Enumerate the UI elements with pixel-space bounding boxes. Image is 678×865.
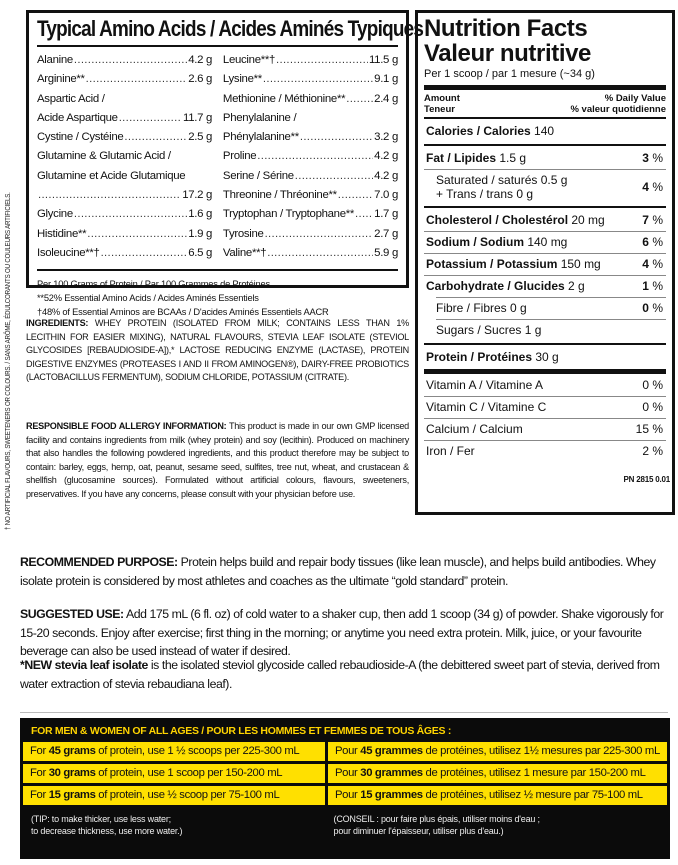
- suggested-use: [20, 605, 668, 661]
- divider: [37, 45, 398, 47]
- amino-value: 1.9 g: [188, 227, 213, 240]
- nutrient-row-cholesterol: [424, 210, 666, 231]
- nutrient-label: Potassium / Potassium: [426, 257, 558, 271]
- side-disclaimer: † NO ARTIFICIAL FLAVOURS, SWEETENERS OR COLOURS. / SANS ARÔME, ÉDULCORANTS OU COULEURS ARTIFICIELS.: [3, 192, 12, 530]
- amino-value: 2.7 g: [374, 227, 398, 240]
- percent-sign: %: [648, 180, 663, 194]
- amino-row: [37, 167, 212, 186]
- amino-name: Glycine: [37, 208, 73, 221]
- nutrient-value: 1.5 g: [496, 151, 527, 165]
- nutrient-label: Cholesterol / Cholestérol: [426, 213, 569, 227]
- directions-cell-fr: [328, 742, 667, 761]
- protein-amount: 30 grams: [48, 767, 96, 779]
- amino-name: Arginine**: [37, 73, 85, 86]
- directions-table: [20, 718, 670, 859]
- ingredients-label: INGREDIENTS:: [26, 318, 89, 328]
- vitamin-row: [424, 441, 666, 462]
- leader-dots: [186, 167, 211, 186]
- amino-name: Glutamine & Glutamic Acid /: [37, 150, 171, 163]
- nutrient-label: Fibre / Fibres 0 g: [436, 301, 527, 315]
- percent-sign: %: [648, 213, 663, 227]
- vitamin-label: Iron / Fer: [426, 444, 475, 458]
- purpose-text: Protein helps build and repair body tissues (like lean muscle), and helps build antibodies. Whey isolate protein is considered by most athletes and coaches as the ultimate “gold standard” protein.: [20, 555, 656, 588]
- directions-text: of protein, use 1 scoop per 150-200 mL: [95, 767, 283, 779]
- directions-rows: [23, 742, 667, 805]
- amino-name: Alanine: [37, 54, 73, 66]
- suggested-text: Add 175 mL (6 fl. oz) of cold water to a shaker cup, then add 1 scoop (34 g) of powder. Shake vigorously for 15-20 seconds. Enjoy after exercise; first thing in the morning; or anytime you need extra protein. Milk, juice, or your favourite beverage can also be used instead of water if desired.: [20, 607, 664, 658]
- stevia-text: is the isolated steviol glycoside called rebaudioside-A (the debittered sweet part of stevia, derived from water extraction of stevia rebaudiana leaf).: [20, 658, 660, 691]
- purpose-label: RECOMMENDED PURPOSE:: [20, 555, 178, 569]
- tip-fr: [328, 813, 667, 837]
- directions-text: of protein, use ½ scoop per 75-100 mL: [95, 789, 280, 801]
- directions-text: de protéines, utilisez 1 mesure par 150-200 mL: [422, 767, 646, 779]
- daily-value: 6: [642, 235, 649, 249]
- ingredients-text: [26, 317, 409, 385]
- amino-name: Aspartic Acid /: [37, 92, 105, 105]
- leader-dots: [38, 186, 181, 205]
- serving-size: Per 1 scoop / par 1 mesure (~34 g): [424, 68, 595, 80]
- amino-name: Leucine**†: [222, 54, 276, 66]
- leader-dots: [338, 186, 373, 205]
- amino-value: 1.6 g: [188, 208, 213, 221]
- divider: [424, 117, 666, 119]
- amino-value: 2.4 g: [374, 92, 398, 105]
- amino-value: 6.5 g: [188, 246, 213, 259]
- leader-dots: [257, 147, 373, 166]
- nutrition-header: [424, 93, 666, 115]
- amino-row: [37, 128, 212, 147]
- nutrient-value: 150 mg: [557, 257, 601, 271]
- amino-row: [223, 109, 398, 128]
- nutrient-label: Protein / Protéines: [426, 350, 533, 364]
- nutrient-label: Carbohydrate / Glucides: [426, 279, 565, 293]
- protein-amount: 45 grams: [48, 745, 96, 757]
- nutrient-row-protein: [424, 347, 666, 368]
- directions-text: Pour: [335, 789, 361, 801]
- tip-line: (TIP: to make thicker, use less water;: [31, 814, 171, 824]
- amino-value: 2.5 g: [188, 131, 213, 144]
- nutrient-value: 140 mg: [524, 235, 568, 249]
- percent-sign: %: [648, 301, 663, 315]
- daily-value: 0: [642, 301, 649, 315]
- divider: [20, 712, 668, 713]
- nutrient-value: 20 mg: [568, 213, 605, 227]
- leader-dots: [263, 70, 373, 89]
- directions-text: Pour: [335, 745, 361, 757]
- amino-value: 4.2 g: [188, 54, 213, 66]
- vitamin-row: [424, 419, 666, 440]
- nutrition-title-fr: Valeur nutritive: [424, 40, 591, 67]
- amino-acids-panel: [26, 10, 424, 318]
- leader-dots: [346, 90, 373, 109]
- vitamin-value: 0 %: [642, 400, 663, 414]
- amino-row: [223, 90, 398, 109]
- nutrient-label: + Trans / trans 0 g: [436, 187, 534, 201]
- amino-name: Phénylalanine**: [222, 131, 299, 144]
- vitamin-value: 15 %: [635, 422, 663, 436]
- nutrient-label: Sugars / Sucres 1 g: [436, 323, 542, 337]
- directions-cell-en: [23, 764, 325, 783]
- recommended-purpose: [20, 553, 668, 590]
- percent-sign: %: [648, 151, 663, 165]
- leader-dots: [297, 109, 397, 128]
- nutrition-title-en: Nutrition Facts: [424, 15, 588, 42]
- daily-value: 1: [642, 279, 649, 293]
- directions-row: [23, 764, 667, 783]
- nutrient-label: Fat / Lipides: [426, 151, 497, 165]
- amino-row: [37, 51, 212, 70]
- protein-amount: 30 grammes: [360, 767, 423, 779]
- amino-value: 5.9 g: [374, 246, 398, 259]
- leader-dots: [87, 225, 187, 244]
- amino-value: 11.7 g: [183, 111, 213, 124]
- allergy-label: RESPONSIBLE FOOD ALLERGY INFORMATION:: [26, 421, 227, 431]
- nutrition-facts-panel: [415, 10, 675, 515]
- nutrient-row-calories: [424, 121, 666, 142]
- leader-dots: [101, 244, 188, 263]
- directions-text: Pour: [335, 767, 361, 779]
- amino-column-left: [37, 51, 212, 263]
- leader-dots: [124, 128, 187, 147]
- amino-row: [37, 70, 212, 89]
- daily-value: 3: [642, 151, 649, 165]
- amino-acids-grid: [37, 51, 398, 263]
- vitamin-label: Vitamin A / Vitamine A: [426, 378, 543, 392]
- amino-value: 7.0 g: [374, 189, 398, 202]
- leader-dots: [265, 225, 374, 244]
- nutrient-row-potassium: [424, 254, 666, 275]
- divider: [424, 144, 666, 146]
- directions-cell-fr: [328, 764, 667, 783]
- divider: [424, 206, 666, 208]
- amino-name: Methionine / Méthionine**: [222, 92, 346, 105]
- tip-en: [23, 813, 328, 837]
- suggested-label: SUGGESTED USE:: [20, 607, 124, 621]
- amino-row: [223, 147, 398, 166]
- amino-value: 2.6 g: [188, 73, 213, 86]
- nutrient-value: 30 g: [532, 350, 559, 364]
- amino-value: 4.2 g: [374, 169, 398, 182]
- amino-name: Tryptophan / Tryptophane**: [222, 208, 355, 221]
- allergy-body: This product is made in our own GMP licensed facility and contains ingredients from milk (whey protein) and soy (lecithin). Produced on machinery that also handles the following powdered ingredients, and this product therefore may be subject to contain: barley, eggs, hemp, oat, peanut, sesame seed, sulfites, tree nut, wheat, and crustacean & shellfish (glucosamine sources). Formulated without artificial colours, flavours, sweeteners, preservatives. If you have any concerns, please consult with your physician before use.: [26, 421, 409, 499]
- amino-value: 3.2 g: [374, 131, 398, 144]
- stevia-label: *NEW stevia leaf isolate: [20, 658, 148, 672]
- directions-tips: [23, 813, 667, 837]
- divider: [424, 343, 666, 345]
- amino-row: [223, 51, 398, 70]
- percent-sign: %: [648, 235, 663, 249]
- nutrient-row-sugars: [424, 320, 666, 341]
- amino-row: [37, 109, 212, 128]
- amino-name: Proline: [222, 150, 257, 163]
- part-number: PN 2815 0.01: [623, 475, 670, 484]
- amino-row: [223, 186, 398, 205]
- tip-line: to decrease thickness, use more water.): [31, 826, 183, 836]
- vitamin-label: Calcium / Calcium: [426, 422, 523, 436]
- amino-name: Cystine / Cystéine: [37, 131, 124, 144]
- leader-dots: [106, 90, 211, 109]
- amino-row: [223, 70, 398, 89]
- leader-dots: [355, 205, 373, 224]
- leader-dots: [74, 51, 187, 70]
- nutrient-row-sodium: [424, 232, 666, 253]
- directions-text: For: [30, 745, 49, 757]
- amino-value: 11.5 g: [368, 54, 398, 66]
- leader-dots: [276, 51, 368, 70]
- amino-row: [223, 167, 398, 186]
- vitamin-label: Vitamin C / Vitamine C: [426, 400, 547, 414]
- amino-name: Acide Aspartique: [37, 111, 118, 124]
- directions-cell-en: [23, 786, 325, 805]
- amino-note: **52% Essential Amino Acids / Acides Aminés Essentiels: [37, 293, 259, 304]
- protein-amount: 15 grammes: [360, 789, 423, 801]
- amino-value: 17.2 g: [182, 189, 213, 202]
- amino-name: Lysine**: [222, 73, 262, 86]
- nutrient-value: 140: [530, 124, 555, 138]
- leader-dots: [300, 128, 373, 147]
- divider: [37, 269, 398, 271]
- amino-name: Glutamine et Acide Glutamique: [37, 169, 186, 182]
- amino-value: 4.2 g: [374, 150, 398, 163]
- vitamin-value: 0 %: [642, 378, 663, 392]
- directions-row: [23, 786, 667, 805]
- divider: [424, 85, 666, 90]
- amino-name: Serine / Sérine: [222, 169, 294, 182]
- daily-value: 7: [642, 213, 649, 227]
- tip-line: (CONSEIL : pour faire plus épais, utiliser moins d'eau ;: [333, 814, 540, 824]
- amino-row: [223, 225, 398, 244]
- nutrient-label: Calories / Calories: [426, 124, 531, 138]
- directions-text: For: [30, 767, 49, 779]
- amino-row: [37, 205, 212, 224]
- amino-note: †48% of Essential Aminos are BCAAs / D'acides Aminés Essentiels AACR: [37, 307, 329, 318]
- amino-row: [37, 90, 212, 109]
- percent-sign: %: [648, 257, 663, 271]
- nutrient-row-fibre: [424, 298, 666, 319]
- teneur-label: Teneur: [424, 104, 455, 115]
- divider: [424, 369, 666, 374]
- directions-cell-fr: [328, 786, 667, 805]
- amino-row: [37, 225, 212, 244]
- leader-dots: [295, 167, 373, 186]
- vitamin-value: 2 %: [642, 444, 663, 458]
- nutrient-row-carbohydrate: [424, 276, 666, 297]
- tip-line: pour diminuer l'épaisseur, utiliser plus d'eau.): [333, 826, 504, 836]
- stevia-note: [20, 656, 668, 693]
- ingredients-body: WHEY PROTEIN (ISOLATED FROM MILK; CONTAINS LESS THAN 1% LECITHIN FOR EASIER MIXING), NATURAL FLAVOURS, STEVIA LEAF ISOLATE (STEVIOL GLYCOSIDES [REBAUDIOSIDE-A]),* LACTOSE REDUCING ENZYME (LACTASE), PROTEIN DIGESTIVE ENZYMES (PROTEASES I AND II FROM AMINOGEN®), DAIRY-FREE PROBIOTICS (LACTOBACILLUS FERMENTUM), SODIUM CHLORIDE, POTASSIUM (CITRATE).: [26, 318, 409, 382]
- amino-name: Tyrosine: [222, 227, 264, 240]
- leader-dots: [119, 109, 182, 128]
- amino-row: [223, 128, 398, 147]
- allergy-info: [26, 420, 409, 501]
- leader-dots: [172, 147, 211, 166]
- valeur-quotidienne-label: % valeur quotidienne: [570, 104, 666, 115]
- directions-row: [23, 742, 667, 761]
- amino-name: Threonine / Thréonine**: [222, 189, 337, 202]
- directions-cell-en: [23, 742, 325, 761]
- nutrient-label: Sodium / Sodium: [426, 235, 524, 249]
- amino-name: Phenylalanine /: [222, 111, 297, 124]
- amount-label: Amount: [424, 93, 460, 104]
- amino-row: [37, 244, 212, 263]
- protein-amount: 15 grams: [48, 789, 96, 801]
- daily-value: 4: [642, 257, 649, 271]
- amino-row: [37, 147, 212, 166]
- leader-dots: [74, 205, 187, 224]
- amino-name: Valine**†: [222, 246, 267, 259]
- amino-row: [223, 205, 398, 224]
- directions-text: For: [30, 789, 49, 801]
- nutrient-value: 2 g: [564, 279, 585, 293]
- nutrient-row-fat: [424, 148, 666, 169]
- amino-notes: [37, 277, 398, 319]
- daily-value-label: % Daily Value: [604, 93, 666, 104]
- amino-name: Histidine**: [37, 227, 87, 240]
- nutrient-label: Saturated / saturés 0.5 g: [436, 173, 568, 187]
- leader-dots: [267, 244, 373, 263]
- nutrient-row-saturated: [424, 170, 666, 204]
- amino-row: [37, 186, 212, 205]
- directions-header: FOR MEN & WOMEN OF ALL AGES / POUR LES HOMMES ET FEMMES DE TOUS ÂGES :: [31, 725, 452, 737]
- vitamin-row: [424, 375, 666, 396]
- leader-dots: [86, 70, 188, 89]
- amino-note: Per 100 Grams of Protein / Par 100 Grammes de Protéines: [37, 279, 270, 290]
- percent-sign: %: [648, 279, 663, 293]
- directions-text: de protéines, utilisez 1½ mesures par 225-300 mL: [422, 745, 660, 757]
- amino-value: 9.1 g: [374, 73, 398, 86]
- amino-column-right: [223, 51, 398, 263]
- directions-text: de protéines, utilisez ½ mesure par 75-100 mL: [422, 789, 643, 801]
- directions-text: of protein, use 1 ½ scoops per 225-300 mL: [95, 745, 300, 757]
- vitamin-row: [424, 397, 666, 418]
- amino-value: 1.7 g: [374, 208, 398, 221]
- daily-value: 4: [642, 180, 649, 194]
- amino-acids-title: Typical Amino Acids / Acides Aminés Typiques: [37, 16, 424, 41]
- protein-amount: 45 grammes: [360, 745, 423, 757]
- amino-name: Isoleucine**†: [37, 246, 100, 259]
- amino-row: [223, 244, 398, 263]
